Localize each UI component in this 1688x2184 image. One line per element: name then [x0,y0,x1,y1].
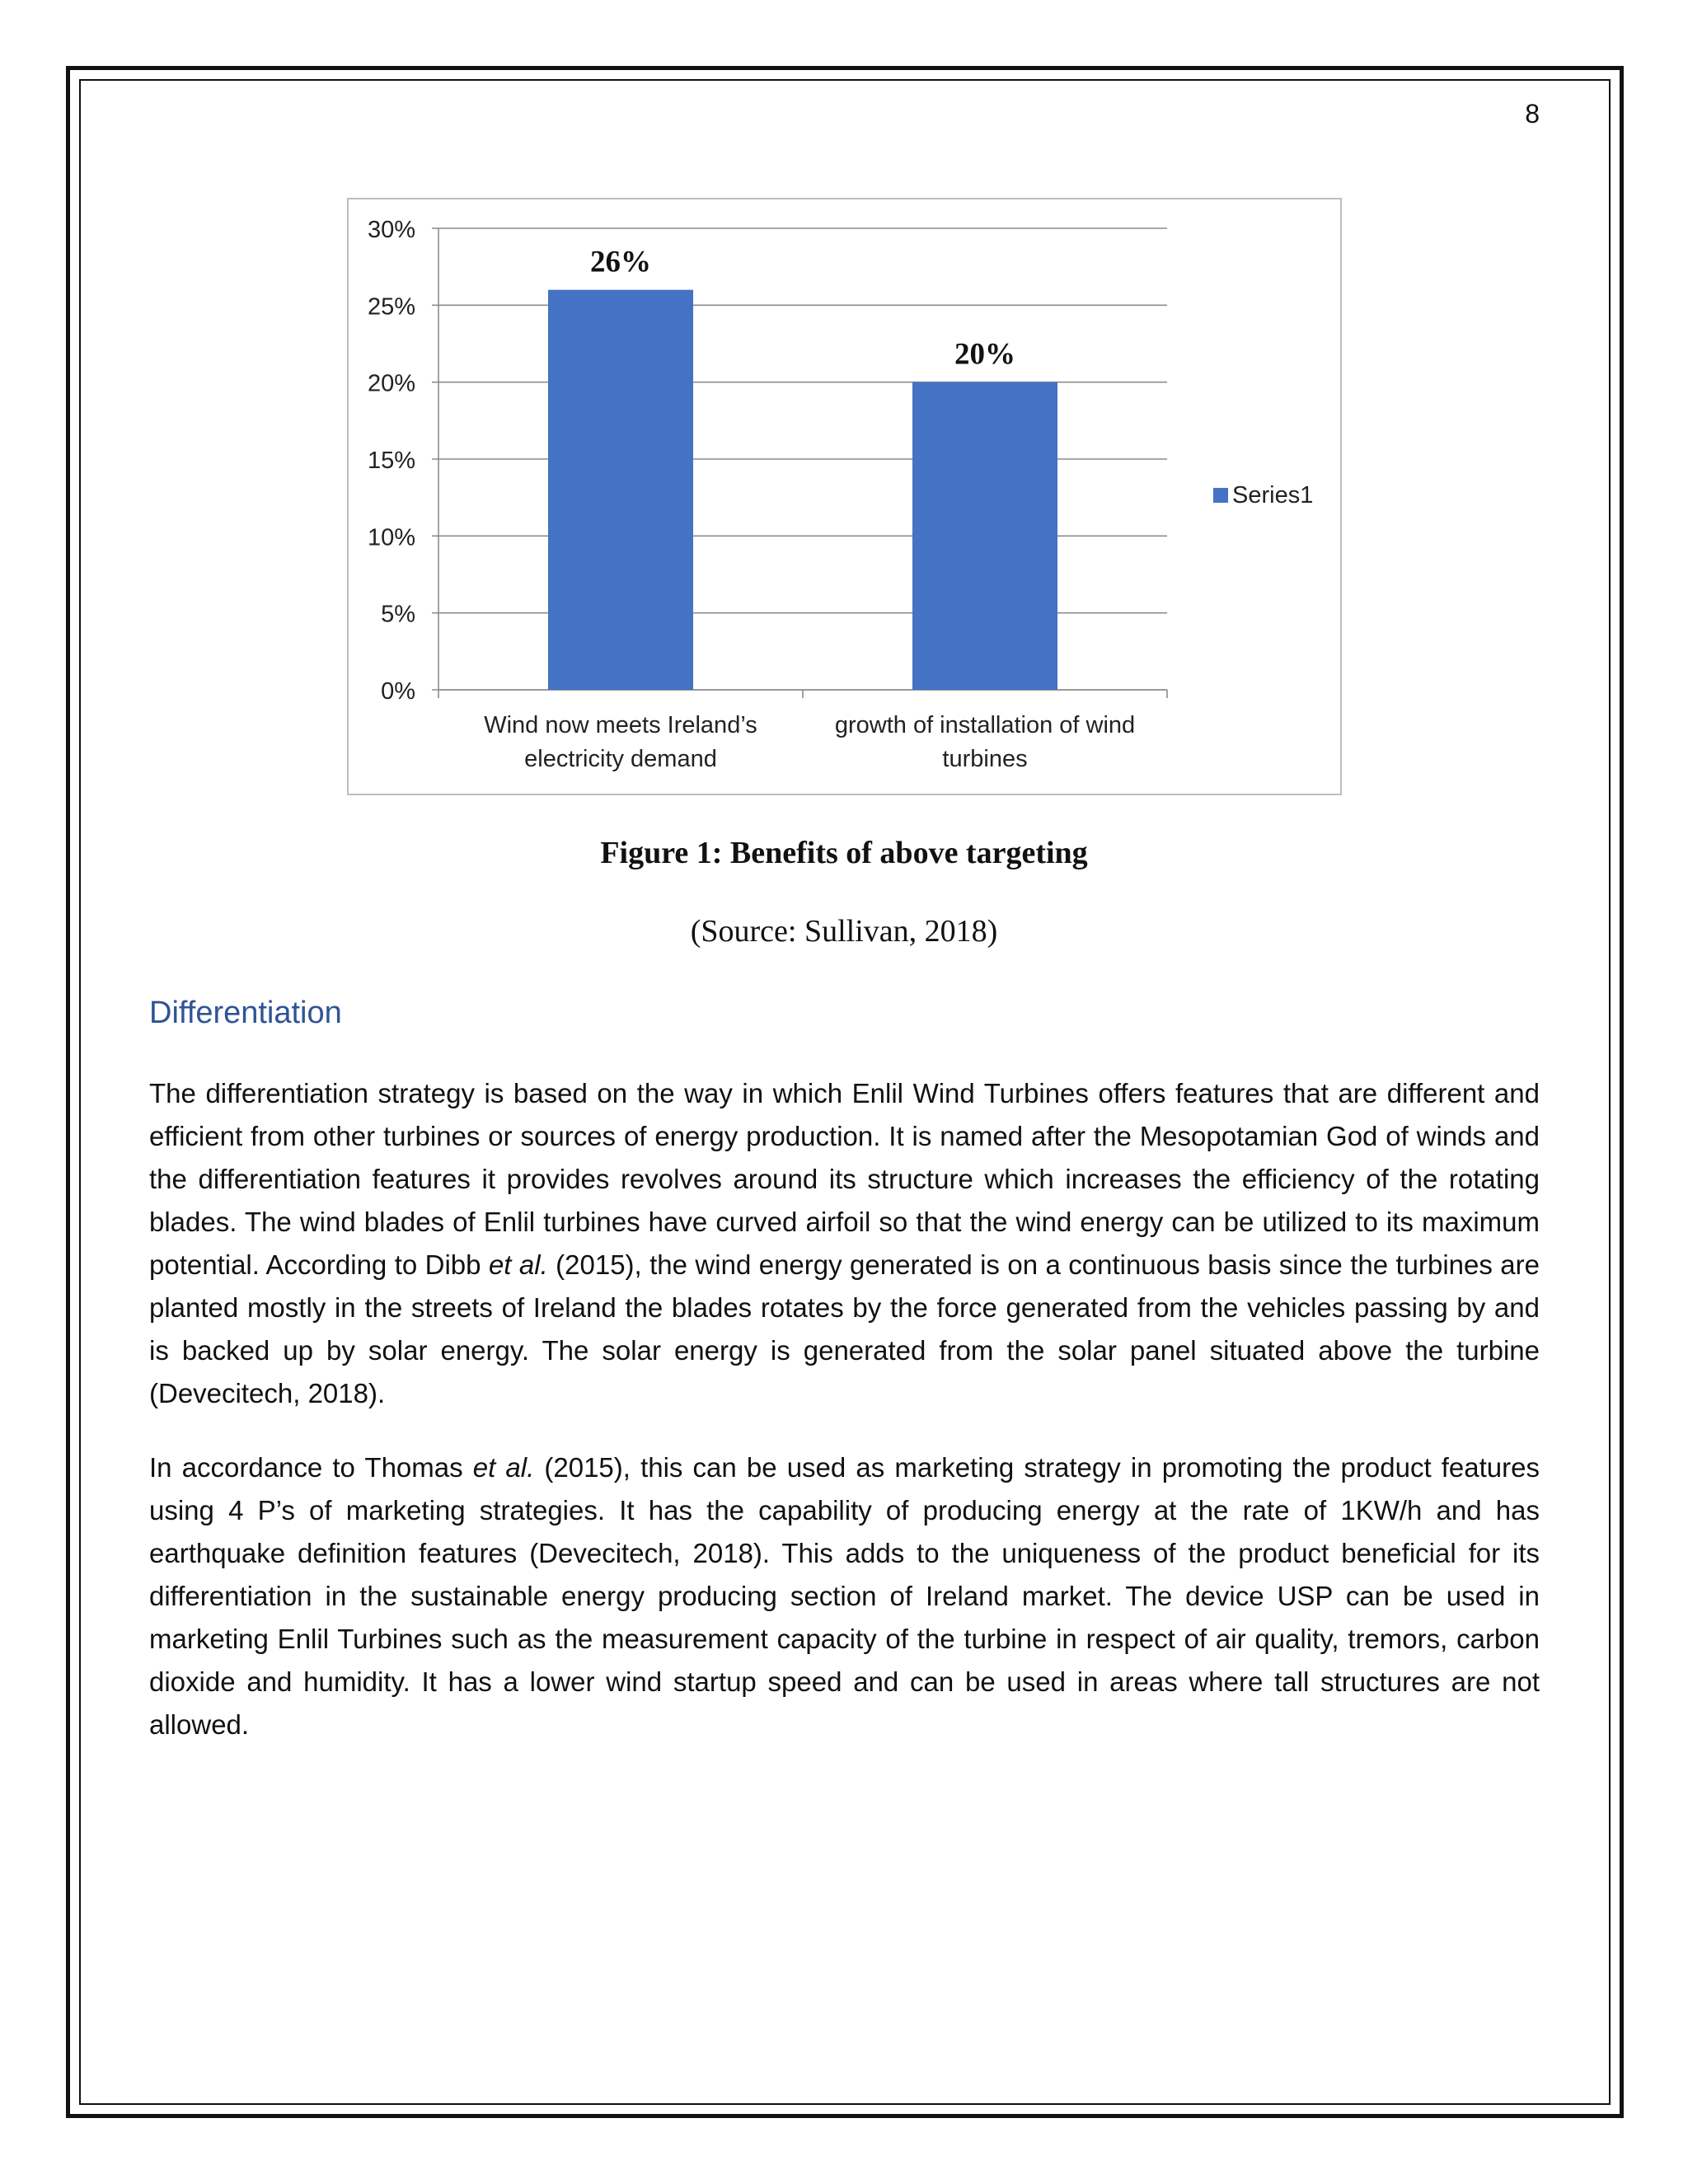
bar-1 [548,290,693,690]
paragraph-1 [149,1072,1540,1415]
legend-swatch [1213,488,1228,503]
y-tick-label: 30% [367,217,415,243]
y-tick-label: 25% [367,293,415,321]
chart-canvas [349,199,1343,797]
y-tick-label: 15% [367,448,415,474]
paragraph-2 [149,1446,1540,1746]
figure-title: Figure 1: Benefits of above targeting [600,836,1088,870]
paragraph-2-text-a: In accordance to Thomas [149,1452,473,1483]
data-label: 20% [954,337,1015,372]
paragraph-1-citation-italic: et al. [488,1249,548,1280]
x-category-label: turbines [942,746,1028,772]
y-tick-label: 0% [381,678,415,705]
x-category-label: Wind now meets Ireland’s [484,712,757,738]
legend-label: Series1 [1232,482,1314,509]
y-tick-label: 20% [367,370,415,397]
bar-2 [912,382,1057,690]
paragraph-2-citation-italic: et al. [472,1452,535,1483]
section-heading: Differentiation [149,996,342,1030]
y-tick-label: 10% [367,524,415,551]
x-category-label: electricity demand [524,746,717,772]
bar-chart [347,198,1342,795]
paragraph-1-text-a: The differentiation strategy is based on the way in which Enlil Wind Turbines offers features that are different and efficient from other turbines or sources of energy production. It is named after the Mesopotamian God of winds and the differentiation features it provides revolves around its structure which increases the efficiency of the rotating blades. The wind blades of Enlil turbines have curved airfoil so that the wind energy can be utilized to its maximum potential. According to Dibb [149,1078,1540,1280]
y-tick-label: 5% [381,601,415,628]
paragraph-2-text-b: (2015), this can be used as marketing strategy in promoting the product features using 4 P’s of marketing strategies. It has the capability of producing energy at the rate of 1KW/h and has earthquake definition features (Devecitech, 2018). This adds to the uniqueness of the product beneficial for its differentiation in the sustainable energy producing section of Ireland market. The device USP can be used in marketing Enlil Turbines such as the measurement capacity of the turbine in respect of air quality, tremors, carbon dioxide and humidity. It has a lower wind startup speed and can be used in areas where tall structures are not allowed. [149,1452,1540,1740]
paragraph-1-text-b: (2015), the wind energy generated is on a continuous basis since the turbines are planted mostly in the streets of Ireland the blades rotates by the force generated from the vehicles passing by and is backed up by solar energy. The solar energy is generated from the solar panel situated above the turbine (Devecitech, 2018). [149,1249,1540,1408]
x-category-label: growth of installation of wind [834,712,1136,738]
page-number: 8 [1525,99,1540,129]
figure-source: (Source: Sullivan, 2018) [690,914,998,949]
data-label: 26% [590,245,651,279]
